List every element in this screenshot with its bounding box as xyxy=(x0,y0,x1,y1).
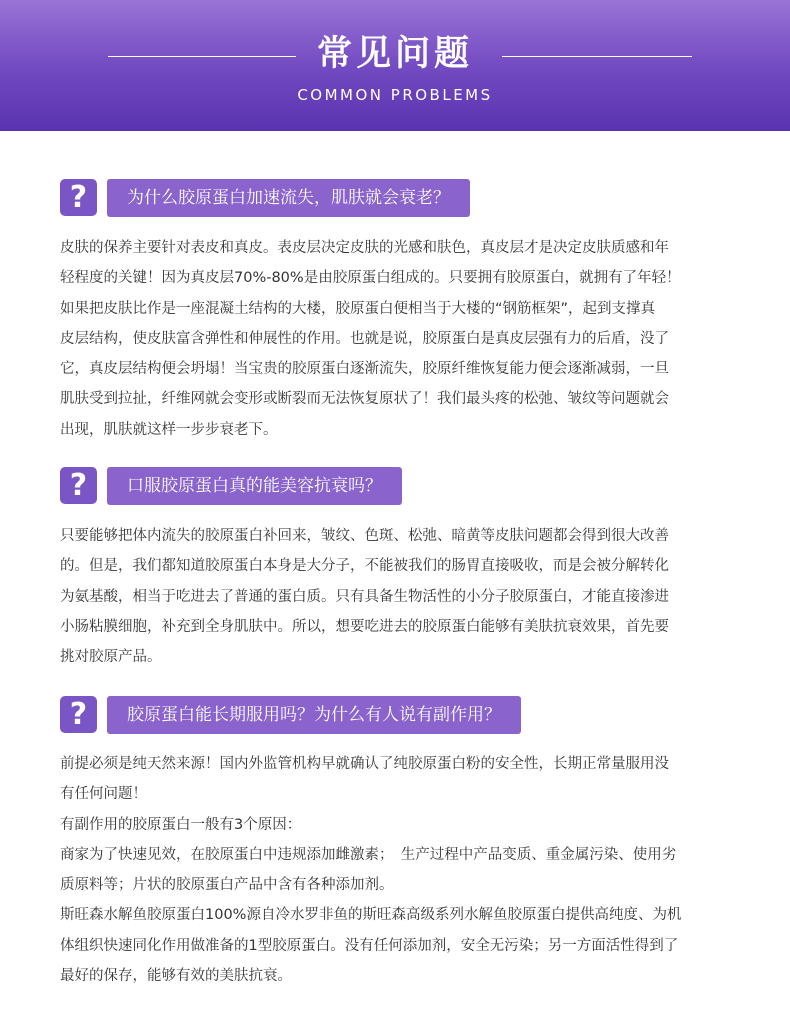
page-subtitle: COMMON PROBLEMS xyxy=(297,86,493,104)
question-mark-icon: ? xyxy=(60,696,97,733)
answer-line: 的。但是，我们都知道胶原蛋白本身是大分子，不能被我们的肠胃直接吸收，而是会被分解转化 xyxy=(60,558,669,575)
answer-line: 出现，肌肤就这样一步步衰老下。 xyxy=(60,421,278,438)
faq-section-3 xyxy=(60,695,740,991)
question-title: 口服胶原蛋白真的能美容抗衰吗？ xyxy=(107,467,402,505)
title-divider-right xyxy=(502,56,692,57)
answer-line: 只要能够把体内流失的胶原蛋白补回来，皱纹、色斑、松弛、暗黄等皮肤问题都会得到很大改善 xyxy=(60,528,669,544)
answer-line: 前提必须是纯天然来源！国内外监管机构早就确认了纯胶原蛋白粉的安全性，长期正常量服用没 xyxy=(60,756,669,772)
question-header xyxy=(60,695,740,735)
answer-line: 皮肤的保养主要针对表皮和真皮。表皮层决定皮肤的光感和肤色，真皮层才是决定皮肤质感和年 xyxy=(60,240,669,256)
question-header xyxy=(60,466,740,506)
faq-section-2 xyxy=(60,466,740,672)
answer-line: 为氨基酸，相当于吃进去了普通的蛋白质。只有具备生物活性的小分子胶原蛋白，才能直接渗进 xyxy=(60,588,669,605)
answer-line: 皮层结构，使皮肤富含弹性和伸展性的作用。也就是说，胶原蛋白是真皮层强有力的后盾，没了 xyxy=(60,330,669,347)
answer-line: 商家为了快速见效，在胶原蛋白中违规添加雌激素； 生产过程中产品变质、重金属污染、使用劣 xyxy=(60,846,677,863)
header-banner xyxy=(0,0,790,131)
answer-line: 体组织快速同化作用做准备的1型胶原蛋白。没有任何添加剂，安全无污染；另一方面活性得到了 xyxy=(60,937,679,954)
question-mark-icon: ? xyxy=(60,179,97,216)
answer-line: 斯旺森水解鱼胶原蛋白100%源自冷水罗非鱼的斯旺森高级系列水解鱼胶原蛋白提供高纯度、为机 xyxy=(60,907,682,924)
faq-section-1 xyxy=(60,178,740,445)
answer-line: 肌肤受到拉扯，纤维网就会变形或断裂而无法恢复原状了！我们最头疼的松弛、皱纹等问题就会 xyxy=(60,391,669,408)
answer-line: 质原料等；片状的胶原蛋白产品中含有各种添加剂。 xyxy=(60,877,394,894)
answer-line: 挑对胶原产品。 xyxy=(60,649,162,666)
answer-line: 它，真皮层结构便会坍塌！当宝贵的胶原蛋白逐渐流失，胶原纤维恢复能力便会逐渐减弱，一旦 xyxy=(60,361,669,378)
answer-line: 最好的保存，能够有效的美肤抗衰。 xyxy=(60,968,292,985)
page-title: 常见问题 xyxy=(316,34,473,74)
answer-line: 有副作用的胶原蛋白一般有3个原因： xyxy=(60,816,302,833)
question-header xyxy=(60,178,740,218)
question-mark-icon: ? xyxy=(60,467,97,504)
answer-line: 如果把皮肤比作是一座混凝土结构的大楼，胶原蛋白便相当于大楼的“钢筋框架”，起到支撑真 xyxy=(60,300,656,317)
answer-line: 小肠粘膜细胞，补充到全身肌肤中。所以，想要吃进去的胶原蛋白能够有美肤抗衰效果，首先要 xyxy=(60,618,669,635)
question-title: 为什么胶原蛋白加速流失，肌肤就会衰老？ xyxy=(107,179,470,217)
question-title: 胶原蛋白能长期服用吗？为什么有人说有副作用？ xyxy=(107,696,521,734)
answer-line: 有任何问题！ xyxy=(60,786,147,803)
answer-line: 轻程度的关键！因为真皮层70%-80%是由胶原蛋白组成的。只要拥有胶原蛋白，就拥有了年轻！ xyxy=(60,270,681,287)
